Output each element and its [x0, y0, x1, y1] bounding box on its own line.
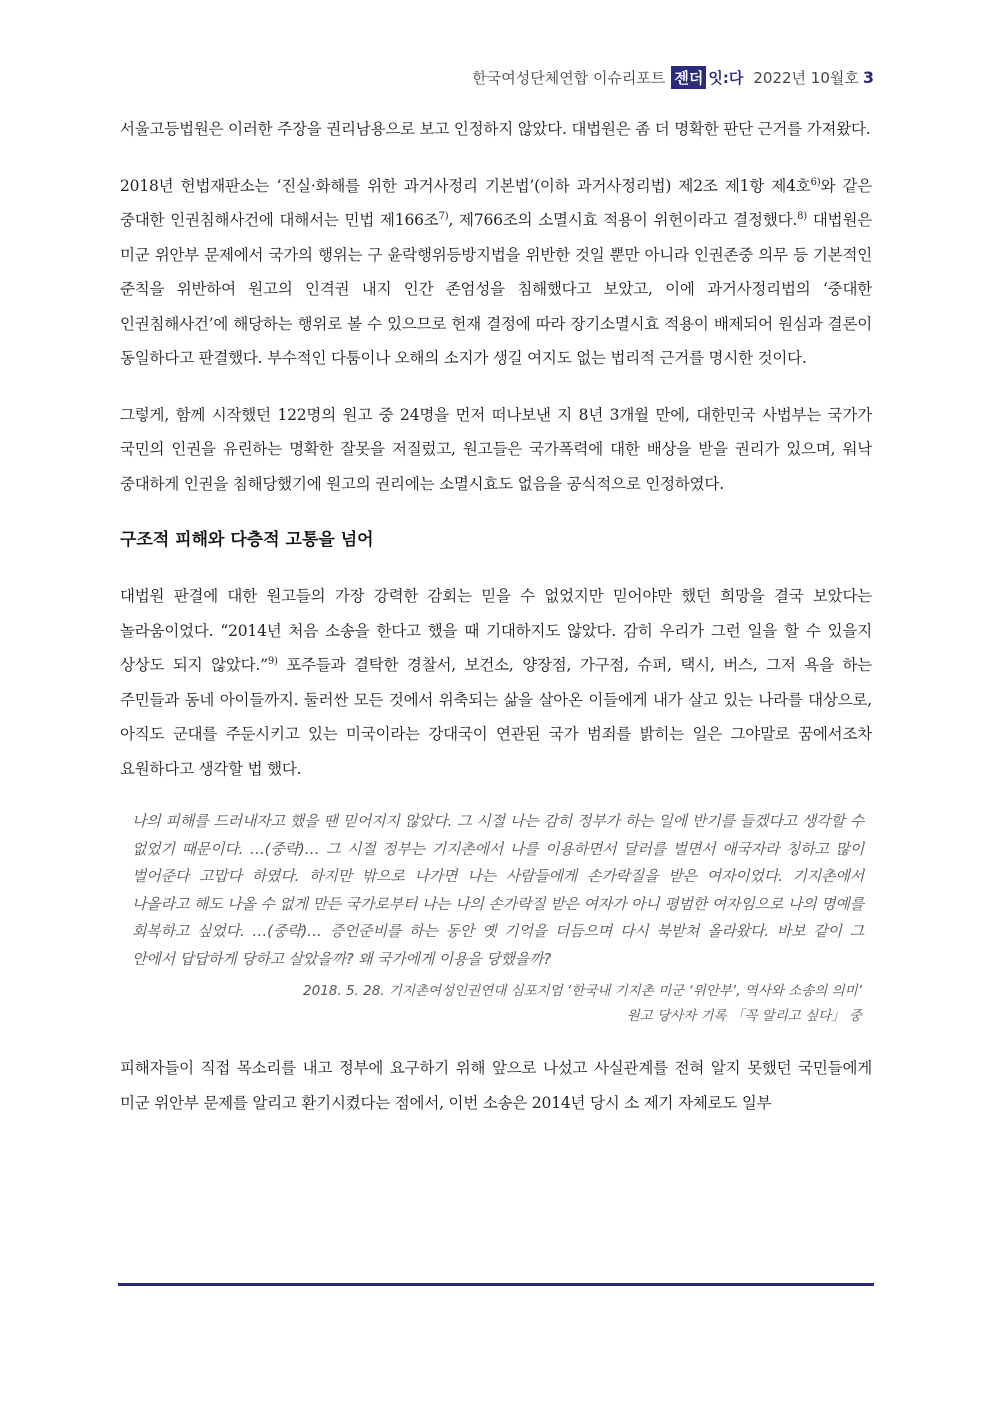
paragraph-2-part-c: , 제766조의 소멸시효 적용이 위헌이라고 결정했다. — [448, 211, 798, 229]
footnote-ref-9: 9) — [267, 655, 278, 667]
footer-divider — [118, 1283, 874, 1286]
paragraph-2-part-a: 2018년 헌법재판소는 ‘진실·화해를 위한 과거사정리 기본법’(이하 과거사정리법) 제2조 제1항 제4호 — [120, 176, 811, 195]
paragraph-4 — [120, 579, 872, 786]
footnote-ref-6: 6) — [810, 176, 821, 188]
brand-part1: 젠더 — [671, 66, 706, 89]
header-issue: 2022년 10월호 — [753, 69, 859, 87]
quote-source-line-2: 원고 당사자 기록 「꼭 알리고 싶다」 중 — [626, 1008, 862, 1024]
main-content — [120, 112, 872, 1120]
page-number: 3 — [862, 68, 874, 87]
paragraph-3: 그렇게, 함께 시작했던 122명의 원고 중 24명을 먼저 떠나보낸 지 8년 3개월 만에, 대한민국 사법부는 국가가 국민의 인권을 유린하는 명확한 잘못을 저질렀고, 원고들은 국가폭력에 대한 배상을 받을 권리가 있으며, 워낙 중대하게 인권을 침해당했기에 원고의 권리에는 소멸시효도 없음을 공식적으로 인정하였다. — [120, 405, 872, 493]
paragraph-5: 피해자들이 직접 목소리를 내고 정부에 요구하기 위해 앞으로 나섰고 사실관계를 전혀 알지 못했던 국민들에게 미군 위안부 문제를 알리고 환기시켰다는 점에서, 이번 소송은 2014년 당시 소 제기 자체로도 일부 — [120, 1059, 872, 1112]
page-header — [472, 66, 874, 89]
footnote-ref-8: 8) — [797, 210, 807, 222]
footnote-ref-7: 7) — [438, 210, 449, 222]
quote-source — [120, 979, 862, 1029]
header-brand-logo — [671, 66, 745, 89]
brand-part2: 잇:다 — [708, 69, 744, 87]
paragraph-4-part-b: 포주들과 결탁한 경찰서, 보건소, 양장점, 가구점, 슈퍼, 택시, 버스, 그저 욕을 하는 주민들과 동네 아이들까지. 둘러싼 모든 것에서 위축되는 삶을 살아온 이들에게 내가 살고 있는 나라를 대상으로, 아직도 군대를 주둔시키고 있는 미국이라는 강대국이 연관된 국가 범죄를 밝히는 일은 그야말로 꿈에서조차 요원하다고 생각할 법 했다. — [120, 656, 872, 778]
quote-source-line-1: 2018. 5. 28. 기지촌여성인권연대 심포지엄 ‘한국내 기지촌 미군 ‘위안부’, 역사와 소송의 의미’ — [303, 983, 862, 999]
paragraph-2 — [120, 169, 872, 376]
paragraph-4-part-a: 대법원 판결에 대한 원고들의 가장 강력한 감회는 믿을 수 없었지만 믿어야만 했던 희망을 결국 보았다는 놀라움이었다. “2014년 처음 소송을 한다고 했을 때 기대하지도 않았다. 감히 우리가 그런 일을 할 수 있을지 상상도 되지 않았다.” — [120, 587, 872, 674]
testimony-quote: 나의 피해를 드러내자고 했을 땐 믿어지지 않았다. 그 시절 나는 감히 정부가 하는 일에 반기를 들겠다고 생각할 수 없었기 때문이다. …(중략)… 그 시절 정부는 기지촌에서 나를 이용하면서 달러를 벌면서 애국자라 칭하고 많이 벌어준다 고맙다 하였다. 하지만 밖으로 나가면 나는 사람들에게 손가락질을 받은 여자이었다. 기지촌에서 나올라고 해도 나올 수 없게 만든 국가로부터 나는 나의 손가락질 받은 여자가 아니 평범한 여자임으로 나의 명예를 회복하고 싶었다. …(중략)… 증언준비를 하는 동안 옛 기억을 더듬으며 다시 북받쳐 올라왔다. 바보 같이 그 안에서 답답하게 당하고 살았을까? 왜 국가에게 이용을 당했을까? — [132, 812, 864, 968]
paragraph-1: 서울고등법원은 이러한 주장을 권리남용으로 보고 인정하지 않았다. 대법원은 좀 더 명확한 판단 근거를 가져왔다. — [120, 120, 871, 138]
header-org: 한국여성단체연합 이슈리포트 — [472, 69, 666, 87]
paragraph-2-part-b: 와 같은 중대한 인권침해사건에 대해서는 민법 제166조 — [120, 176, 873, 229]
section-heading: 구조적 피해와 다층적 고통을 넘어 — [120, 530, 374, 550]
paragraph-2-part-d: 대법원은 미군 위안부 문제에서 국가의 행위는 구 윤락행위등방지법을 위반한 것일 뿐만 아니라 인권존중 의무 등 기본적인 준칙을 위반하여 원고의 인격권 내지 인간 존엄성을 침해했다고 보았고, 이에 과거사정리법의 ‘중대한 인권침해사건’에 해당하는 행위로 볼 수 있으므로 헌재 결정에 따라 장기소멸시효 적용이 배제되어 원심과 결론이 동일하다고 판결했다. 부수적인 다툼이나 오해의 소지가 생길 여지도 없는 법리적 근거를 명시한 것이다. — [120, 211, 872, 367]
